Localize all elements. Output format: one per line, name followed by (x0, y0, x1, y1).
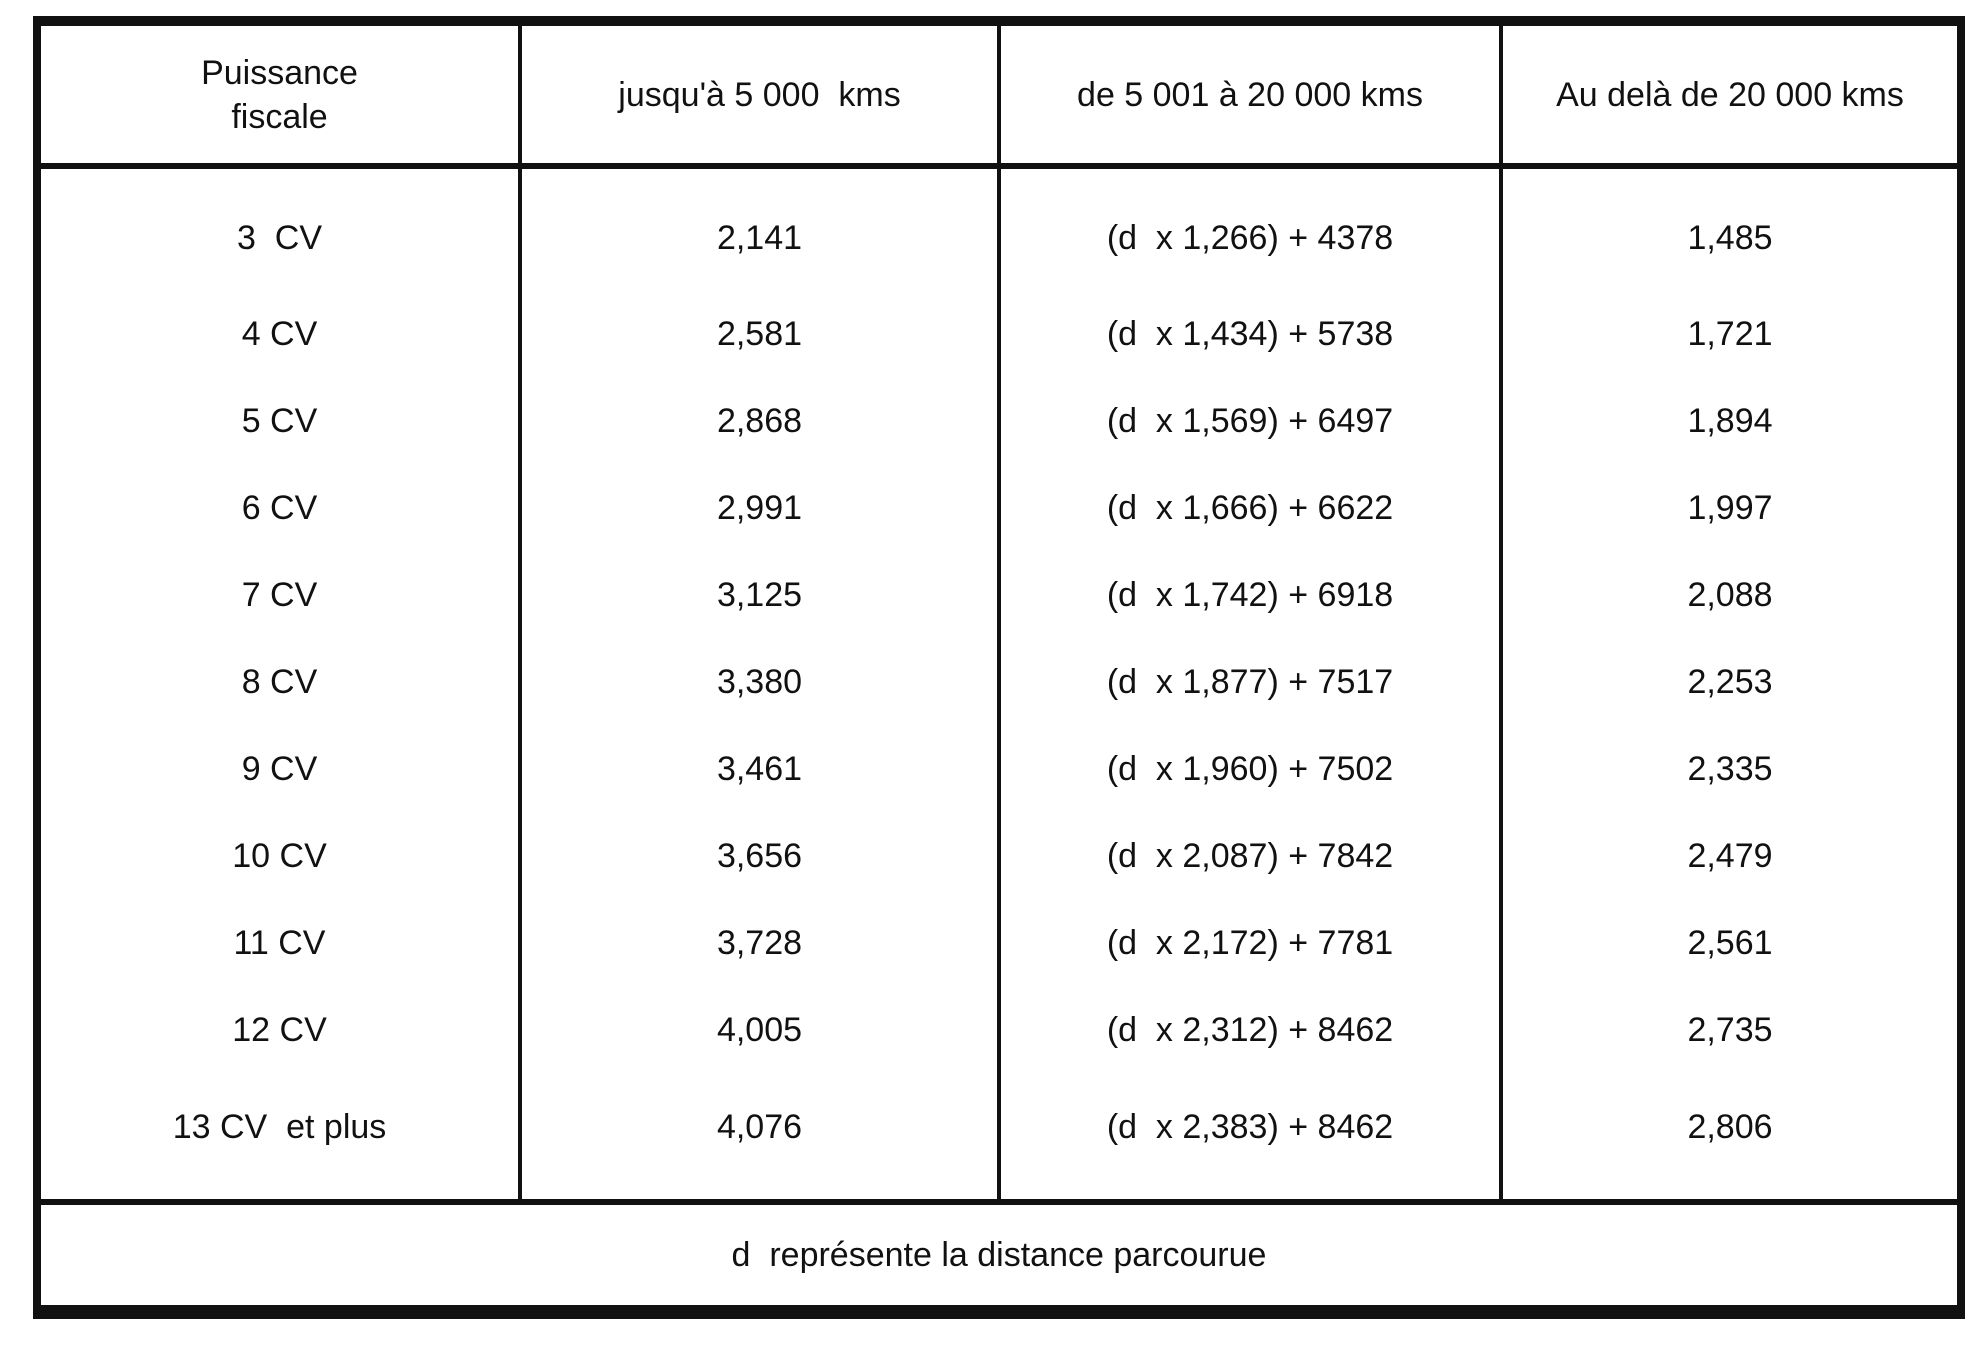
table-row (41, 378, 1957, 465)
cell-rate-up-to-5000: 2,991 (520, 465, 999, 552)
cell-puissance: 4 CV (41, 291, 520, 378)
cell-rate-up-to-5000: 3,380 (520, 638, 999, 725)
table-row (41, 899, 1957, 986)
table-row (41, 725, 1957, 812)
table-row (41, 986, 1957, 1073)
cell-formula-5001-20000: (d x 1,742) + 6918 (999, 552, 1501, 639)
cell-rate-up-to-5000: 2,581 (520, 291, 999, 378)
cell-rate-beyond-20000: 1,721 (1687, 315, 1773, 354)
table-header (41, 26, 1957, 166)
cell-rate-up-to-5000: 4,076 (520, 1073, 999, 1202)
cell-rate-beyond-20000: 2,806 (1687, 1108, 1773, 1147)
cell-puissance: 5 CV (41, 378, 520, 465)
cell-rate-beyond-20000: 2,253 (1687, 662, 1773, 701)
table-row (41, 465, 1957, 552)
cell-rate-beyond-20000: 2,561 (1687, 923, 1773, 962)
cell-rate-up-to-5000: 3,461 (520, 725, 999, 812)
cell-rate-up-to-5000: 2,868 (520, 378, 999, 465)
cell-formula-5001-20000: (d x 2,172) + 7781 (999, 899, 1501, 986)
cell-rate-up-to-5000: 3,656 (520, 812, 999, 899)
table-footer (41, 1202, 1957, 1305)
cell-formula-5001-20000: (d x 2,383) + 8462 (999, 1073, 1501, 1202)
table-row (41, 166, 1957, 291)
cell-puissance: 6 CV (41, 465, 520, 552)
cell-rate-beyond-20000: 1,997 (1687, 489, 1773, 527)
cell-rate-beyond-20000: 2,479 (1687, 836, 1773, 875)
rates-table-frame (33, 16, 1965, 1319)
table-row (41, 812, 1957, 899)
table-row (41, 638, 1957, 725)
cell-puissance: 13 CV et plus (41, 1073, 520, 1202)
cell-rate-up-to-5000: 3,125 (520, 552, 999, 639)
header-beyond-20000-km: Au delà de 20 000 kms (1501, 26, 1957, 166)
header-row (41, 26, 1957, 166)
cell-formula-5001-20000: (d x 1,434) + 5738 (999, 291, 1501, 378)
cell-puissance: 8 CV (41, 638, 520, 725)
cell-rate-beyond-20000: 2,088 (1687, 575, 1773, 614)
cell-puissance: 3 CV (41, 166, 520, 291)
table-row (41, 1073, 1957, 1202)
mileage-rates-table (41, 26, 1957, 1305)
cell-rate-beyond-20000: 2,335 (1687, 749, 1773, 788)
cell-formula-5001-20000: (d x 1,666) + 6622 (999, 465, 1501, 552)
header-puissance-fiscale: Puissance fiscale (41, 26, 520, 166)
cell-puissance: 12 CV (41, 986, 520, 1073)
cell-formula-5001-20000: (d x 2,312) + 8462 (999, 986, 1501, 1073)
cell-rate-beyond-20000: 1,894 (1687, 402, 1773, 441)
table-body (41, 166, 1957, 1202)
cell-rate-beyond-20000: 1,485 (1687, 218, 1773, 257)
cell-formula-5001-20000: (d x 1,960) + 7502 (999, 725, 1501, 812)
header-5001-to-20000-km: de 5 001 à 20 000 kms (999, 26, 1501, 166)
header-up-to-5000-km: jusqu'à 5 000 kms (520, 26, 999, 166)
cell-rate-beyond-20000: 2,735 (1687, 1010, 1773, 1049)
table-row (41, 291, 1957, 378)
cell-rate-up-to-5000: 2,141 (520, 166, 999, 291)
footnote: d représente la distance parcourue (41, 1202, 1957, 1305)
cell-rate-up-to-5000: 3,728 (520, 899, 999, 986)
footnote-row (41, 1202, 1957, 1305)
cell-formula-5001-20000: (d x 1,569) + 6497 (999, 378, 1501, 465)
cell-formula-5001-20000: (d x 2,087) + 7842 (999, 812, 1501, 899)
cell-puissance: 10 CV (41, 812, 520, 899)
cell-rate-up-to-5000: 4,005 (520, 986, 999, 1073)
cell-puissance: 7 CV (41, 552, 520, 639)
cell-formula-5001-20000: (d x 1,877) + 7517 (999, 638, 1501, 725)
cell-formula-5001-20000: (d x 1,266) + 4378 (999, 166, 1501, 291)
cell-puissance: 11 CV (41, 899, 520, 986)
table-row (41, 552, 1957, 639)
cell-puissance: 9 CV (41, 725, 520, 812)
